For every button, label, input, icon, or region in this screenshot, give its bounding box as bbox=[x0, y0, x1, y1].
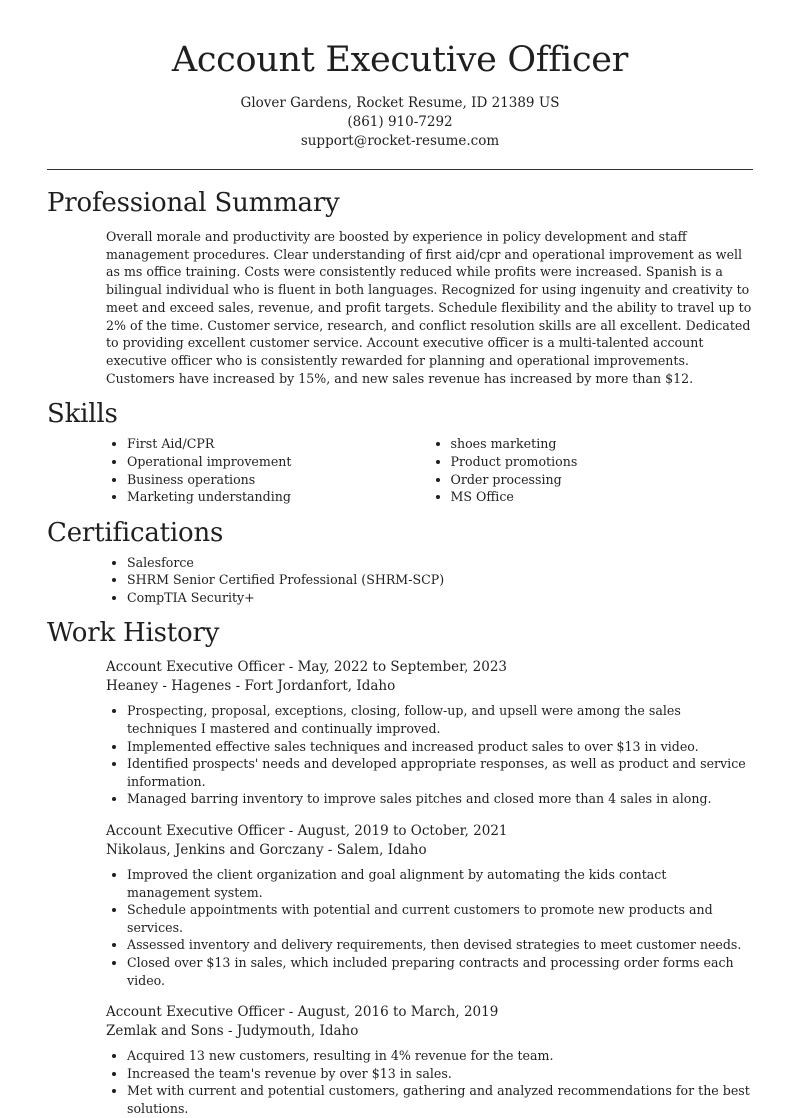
job-bullet: • Prospecting, proposal, exceptions, closing, follow-up, and upsell were among the sales techniques I mastered and continually improved. bbox=[127, 702, 753, 737]
job-bullet: • Implemented effective sales techniques and increased product sales to over $13 in video. bbox=[127, 738, 753, 756]
certification-item: • SHRM Senior Certified Professional (SHRM-SCP) bbox=[127, 571, 753, 589]
summary-text: Overall morale and productivity are boosted by experience in policy development and staff management procedures. Clear understanding of first aid/cpr and operational improvement as well as ms office training. Costs were consistently reduced while profits were increased. Spanish is a bilingual individual who is fluent in both languages. Recognized for using ingenuity and creativity to meet and exceed sales, revenue, and profit targets. Schedule flexibility and the ability to travel up to 2% of the time. Customer service, research, and conflict resolution skills are all excellent. Dedicated to providing excellent customer service. Account executive officer is a multi-talented account executive officer who is consistently rewarded for planning and operational improvements. Customers have increased by 15%, and new sales revenue has increased by more than $12. bbox=[106, 229, 752, 386]
skills-column-right bbox=[430, 435, 754, 505]
skill-item: • Order processing bbox=[451, 471, 754, 489]
candidate-name: Account Executive Officer bbox=[171, 40, 629, 80]
certifications-list bbox=[106, 554, 753, 607]
job-entry bbox=[106, 1003, 753, 1117]
section-title-skills: Skills bbox=[47, 399, 118, 430]
certification-item: • Salesforce bbox=[127, 554, 753, 572]
skill-item: • MS Office bbox=[451, 488, 754, 506]
job-title-dates: Account Executive Officer - August, 2016 to March, 2019 bbox=[106, 1004, 499, 1021]
job-bullet: • Closed over $13 in sales, which included preparing contracts and processing order forms each video. bbox=[127, 954, 753, 989]
skills-list bbox=[106, 435, 753, 505]
certification-item: • CompTIA Security+ bbox=[127, 589, 753, 607]
skills-column-left bbox=[106, 435, 430, 505]
job-bullets bbox=[106, 702, 753, 808]
job-bullet: • Identified prospects' needs and developed appropriate responses, as well as product and service information. bbox=[127, 755, 753, 790]
job-bullets bbox=[106, 1047, 753, 1117]
skill-item: • Product promotions bbox=[451, 453, 754, 471]
skill-item: • Business operations bbox=[127, 471, 430, 489]
section-title-work-history: Work History bbox=[47, 618, 220, 649]
job-bullet: • Increased the team's revenue by over $13 in sales. bbox=[127, 1065, 753, 1083]
job-bullet: • Schedule appointments with potential and current customers to promote new products and services. bbox=[127, 901, 753, 936]
job-title-dates: Account Executive Officer - August, 2019 to October, 2021 bbox=[106, 823, 508, 840]
job-company: Heaney - Hagenes - Fort Jordanfort, Idaho bbox=[106, 678, 396, 695]
skill-item: • First Aid/CPR bbox=[127, 435, 430, 453]
job-bullets bbox=[106, 866, 753, 989]
job-company: Nikolaus, Jenkins and Gorczany - Salem, Idaho bbox=[106, 842, 427, 859]
contact-email: support@rocket-resume.com bbox=[300, 133, 500, 149]
resume-header bbox=[0, 0, 800, 151]
job-bullet: • Met with current and potential customers, gathering and analyzed recommendations for the best solutions. bbox=[127, 1082, 753, 1117]
section-title-summary: Professional Summary bbox=[47, 188, 340, 218]
header-divider bbox=[47, 169, 753, 170]
skill-item: • shoes marketing bbox=[451, 435, 754, 453]
contact-address: Glover Gardens, Rocket Resume, ID 21389 US bbox=[240, 95, 560, 111]
skill-item: • Operational improvement bbox=[127, 453, 430, 471]
skill-item: • Marketing understanding bbox=[127, 488, 430, 506]
job-title-dates: Account Executive Officer - May, 2022 to September, 2023 bbox=[106, 659, 508, 676]
job-company: Zemlak and Sons - Judymouth, Idaho bbox=[106, 1023, 359, 1040]
job-bullet: • Acquired 13 new customers, resulting in 4% revenue for the team. bbox=[127, 1047, 753, 1065]
job-bullet: • Assessed inventory and delivery requirements, then devised strategies to meet customer needs. bbox=[127, 936, 753, 954]
job-entry bbox=[106, 822, 753, 989]
job-entry bbox=[106, 658, 753, 808]
section-title-certifications: Certifications bbox=[47, 517, 224, 548]
job-bullet: • Improved the client organization and goal alignment by automating the kids contact management system. bbox=[127, 866, 753, 901]
contact-phone: (861) 910-7292 bbox=[347, 114, 453, 130]
job-bullet: • Managed barring inventory to improve sales pitches and closed more than 4 sales in along. bbox=[127, 790, 753, 808]
